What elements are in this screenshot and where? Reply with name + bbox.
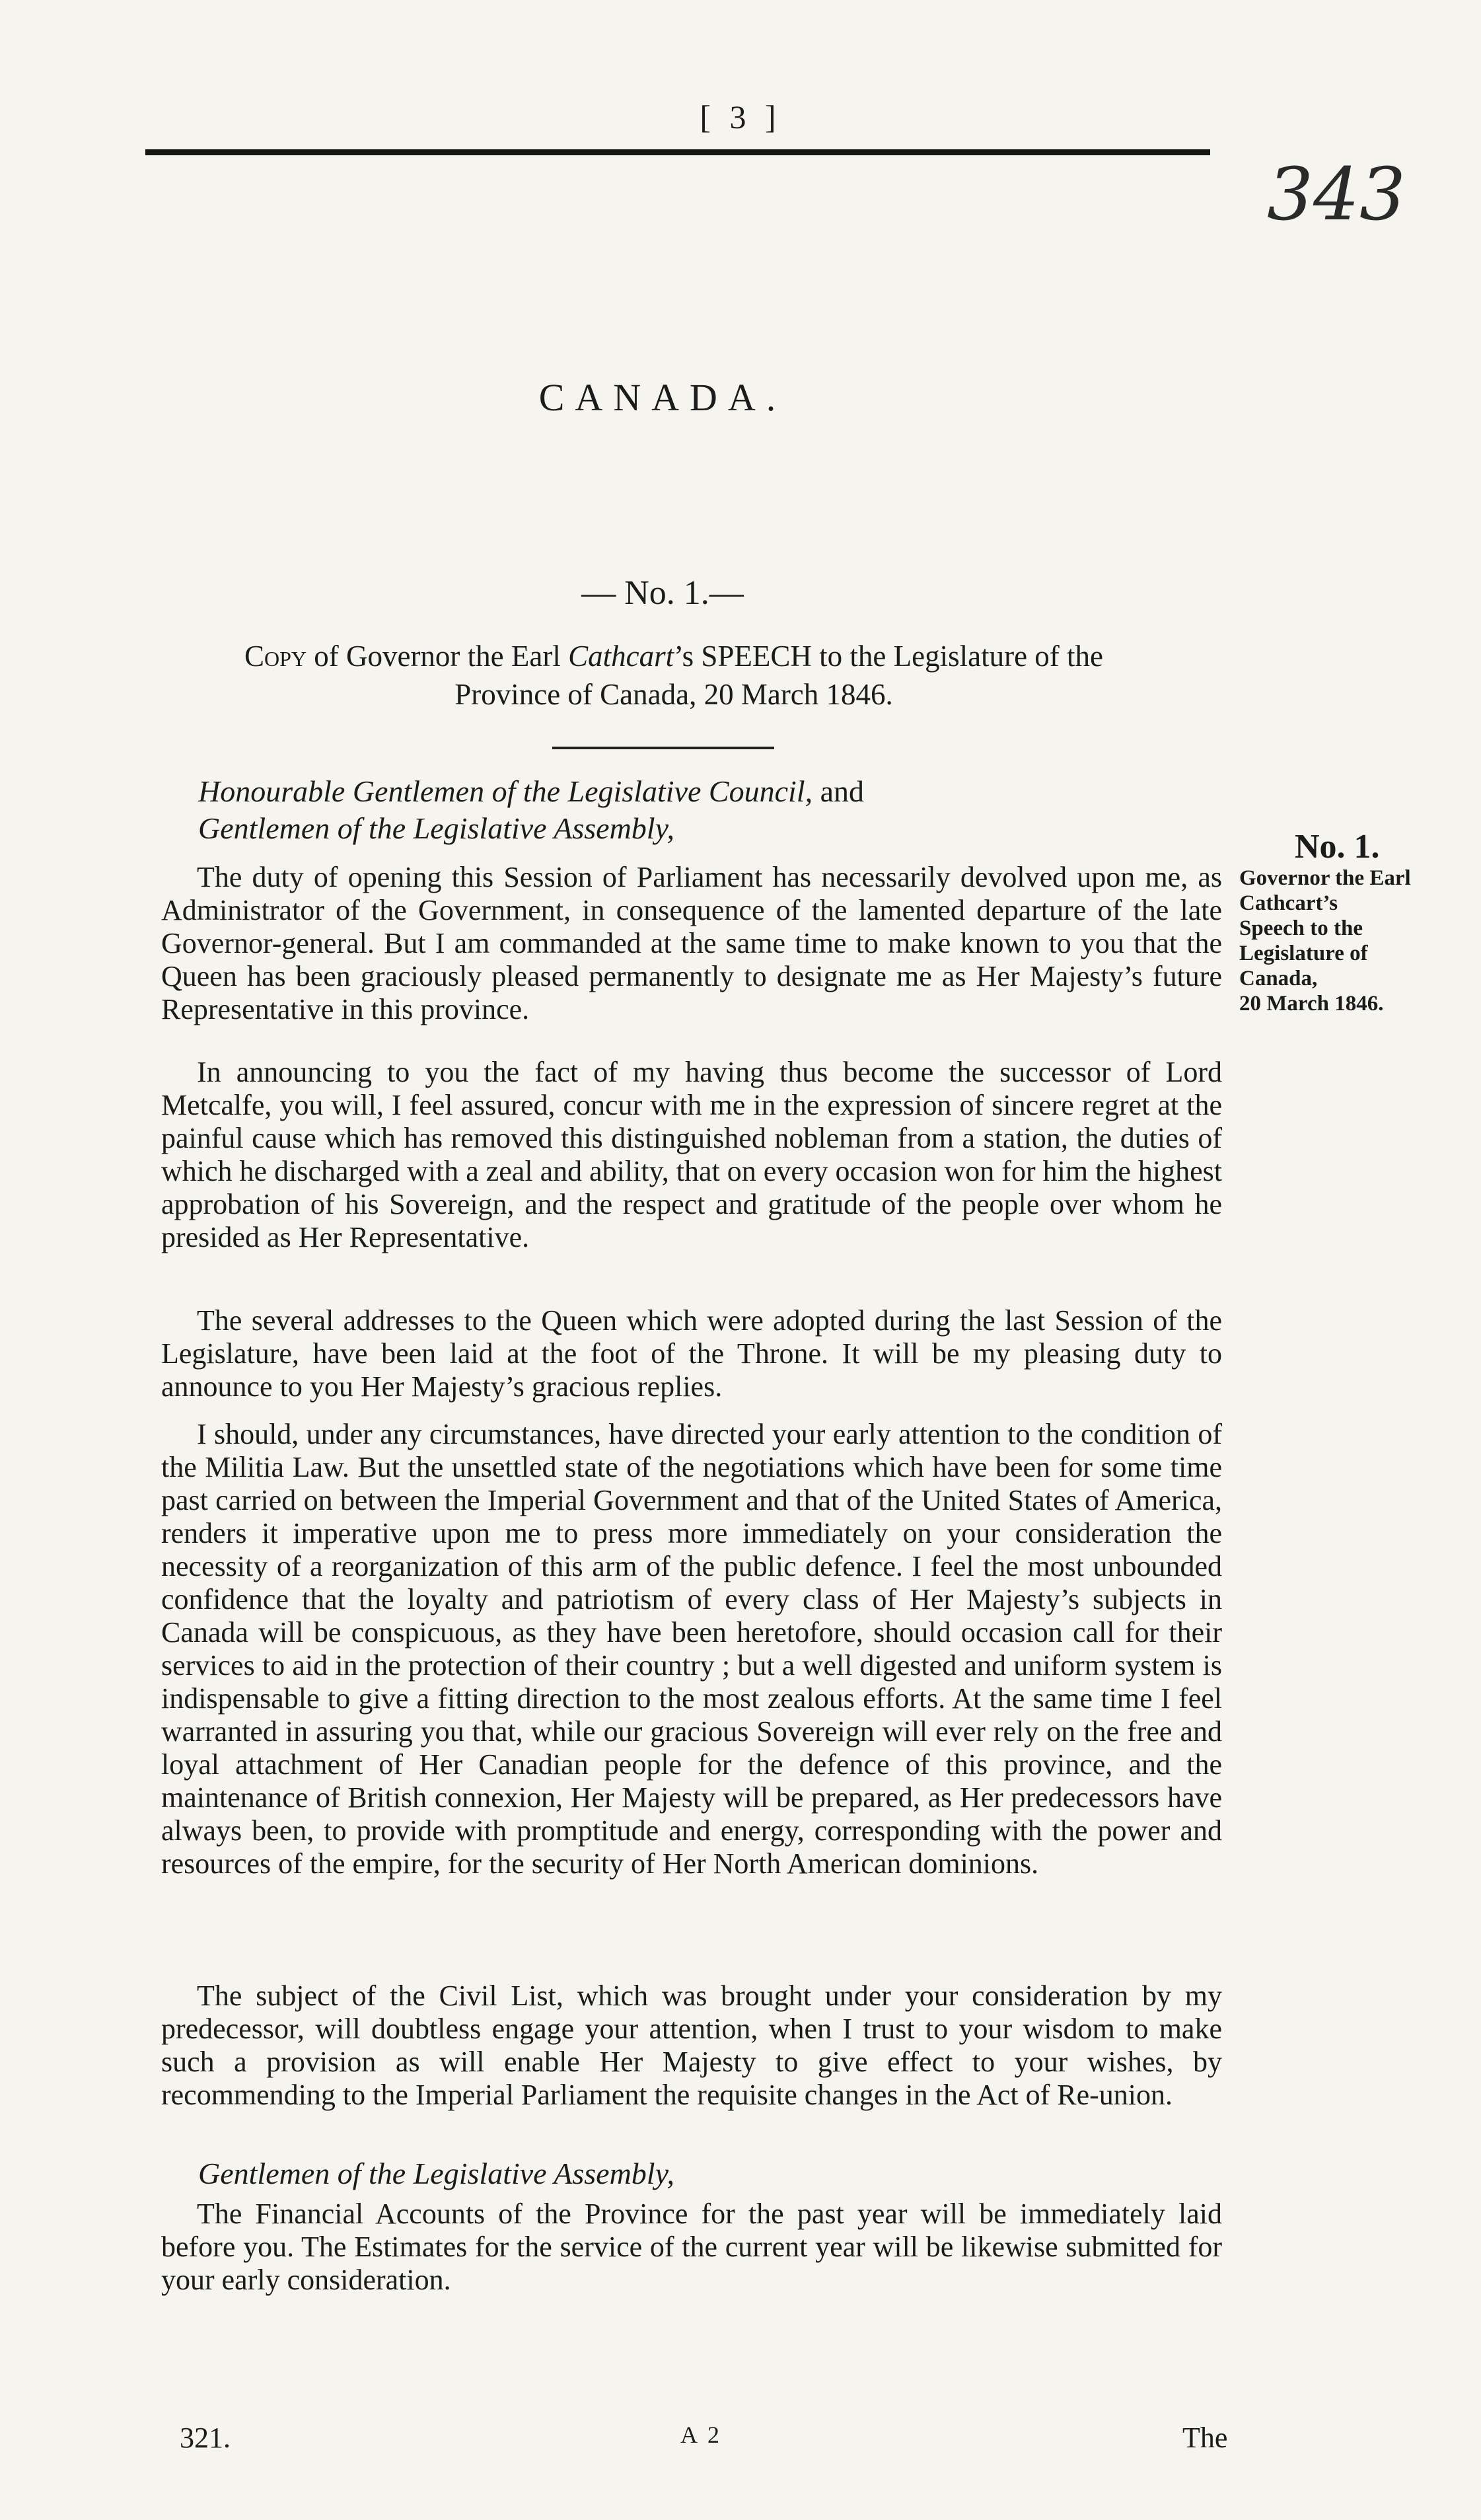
paragraph: The subject of the Civil List, which was brought under your consideration by my predecessor, will doubtless engage your attention, when I trust to your wisdom to make such a provision as will enable Her Majesty to give effect to your wishes, by recommending to the Imperial Parliament the requisite changes in the Act of Re-union. <box>161 1980 1222 2111</box>
margin-note-line: 20 March 1846. <box>1239 992 1384 1016</box>
salutation-assembly: Gentlemen of the Legislative Assembly, <box>198 2157 674 2190</box>
margin-note <box>1239 866 1451 1016</box>
paragraph: The duty of opening this Session of Parliament has necessarily devolved upon me, as Administrator of the Government, in consequence of the lamented departure of the late Governor-general. But I am commanded at the same time to make known to you that the Queen has been graciously pleased permanently to designate me as Her Majesty’s future Representative in this province. <box>161 861 1222 1025</box>
subtitle-text-a: of Governor the Earl <box>306 640 569 673</box>
title-divider <box>552 747 774 749</box>
footer-signature-mark: A 2 <box>680 2422 723 2448</box>
salutation-council: Honourable Gentlemen of the Legislative Council, <box>198 774 813 808</box>
salutation <box>198 773 864 847</box>
margin-note-line: Speech to the <box>1239 916 1363 940</box>
footer-document-number: 321. <box>180 2422 231 2454</box>
margin-note-line: Canada, <box>1239 967 1318 990</box>
paragraph: The several addresses to the Queen which were adopted during the last Session of the Legislature, have been laid at the foot of the Throne. It will be my pleasing duty to announce to you Her Majesty’s gracious replies. <box>161 1304 1222 1403</box>
footer-catchword: The <box>1182 2422 1228 2454</box>
margin-note-line: Governor the Earl <box>1239 866 1411 890</box>
header-rule <box>145 149 1210 155</box>
document-subtitle <box>159 637 1189 714</box>
subtitle-line-1 <box>159 637 1189 675</box>
subtitle-name: Cathcart <box>568 640 674 673</box>
paragraph: The Financial Accounts of the Province for the past year will be immediately laid before you. The Estimates for the service of the current year will be likewise submitted for your early consideration. <box>161 2198 1222 2296</box>
page-number: [ 3 ] <box>700 98 781 135</box>
margin-note-number: No. 1. <box>1295 828 1380 866</box>
subtitle-line-2: Province of Canada, 20 March 1846. <box>454 678 893 711</box>
paragraph: I should, under any circumstances, have directed your early attention to the condition of the Militia Law. But the unsettled state of the negotiations which have been for some time past carried on between the Imperial Government and that of the United States of America, renders it imperative upon me to press more immediately on your consideration the necessity of a reorganization of this arm of the public defence. I feel the most unbounded confidence that the loyalty and patriotism of every class of Her Majesty’s subjects in Canada will be conspicuous, as they have been heretofore, should occasion call for their services to aid in the protection of their country ; but a well digested and uniform system is indispensable to give a fitting direction to the most zealous efforts. At the same time I feel warranted in assuring you that, while our gracious Sovereign will ever rely on the free and loyal attachment of Her Canadian people for the defence of this province, and the maintenance of British connexion, Her Majesty will be prepared, as Her predecessors have always been, to provide with promptitude and energy, corresponding with the power and resources of the empire, for the security of Her North American dominions. <box>161 1418 1222 1880</box>
margin-note-line: Cathcart’s <box>1239 891 1338 915</box>
paragraph: In announcing to you the fact of my having thus become the successor of Lord Metcalfe, you will, I feel assured, concur with me in the expression of sincere regret at the painful cause which has removed this distinguished nobleman from a station, the duties of which he discharged with a zeal and ability, that on every occasion won for him the highest approbation of his Sovereign, and the respect and gratitude of the people over whom he presided as Her Representative. <box>161 1056 1222 1253</box>
subtitle-copy-word: Copy <box>244 640 307 673</box>
margin-note-line: Legislature of <box>1239 942 1368 965</box>
handwritten-folio-number: 343 <box>1267 152 1406 237</box>
document-number: — No. 1.— <box>581 574 744 612</box>
document-title: CANADA. <box>538 376 787 419</box>
salutation-line-1 <box>198 773 864 810</box>
subtitle-text-b: ’s SPEECH to the Legislature of the <box>674 640 1104 673</box>
salutation-and: and <box>813 774 864 808</box>
salutation-line-2: Gentlemen of the Legislative Assembly, <box>198 811 674 845</box>
